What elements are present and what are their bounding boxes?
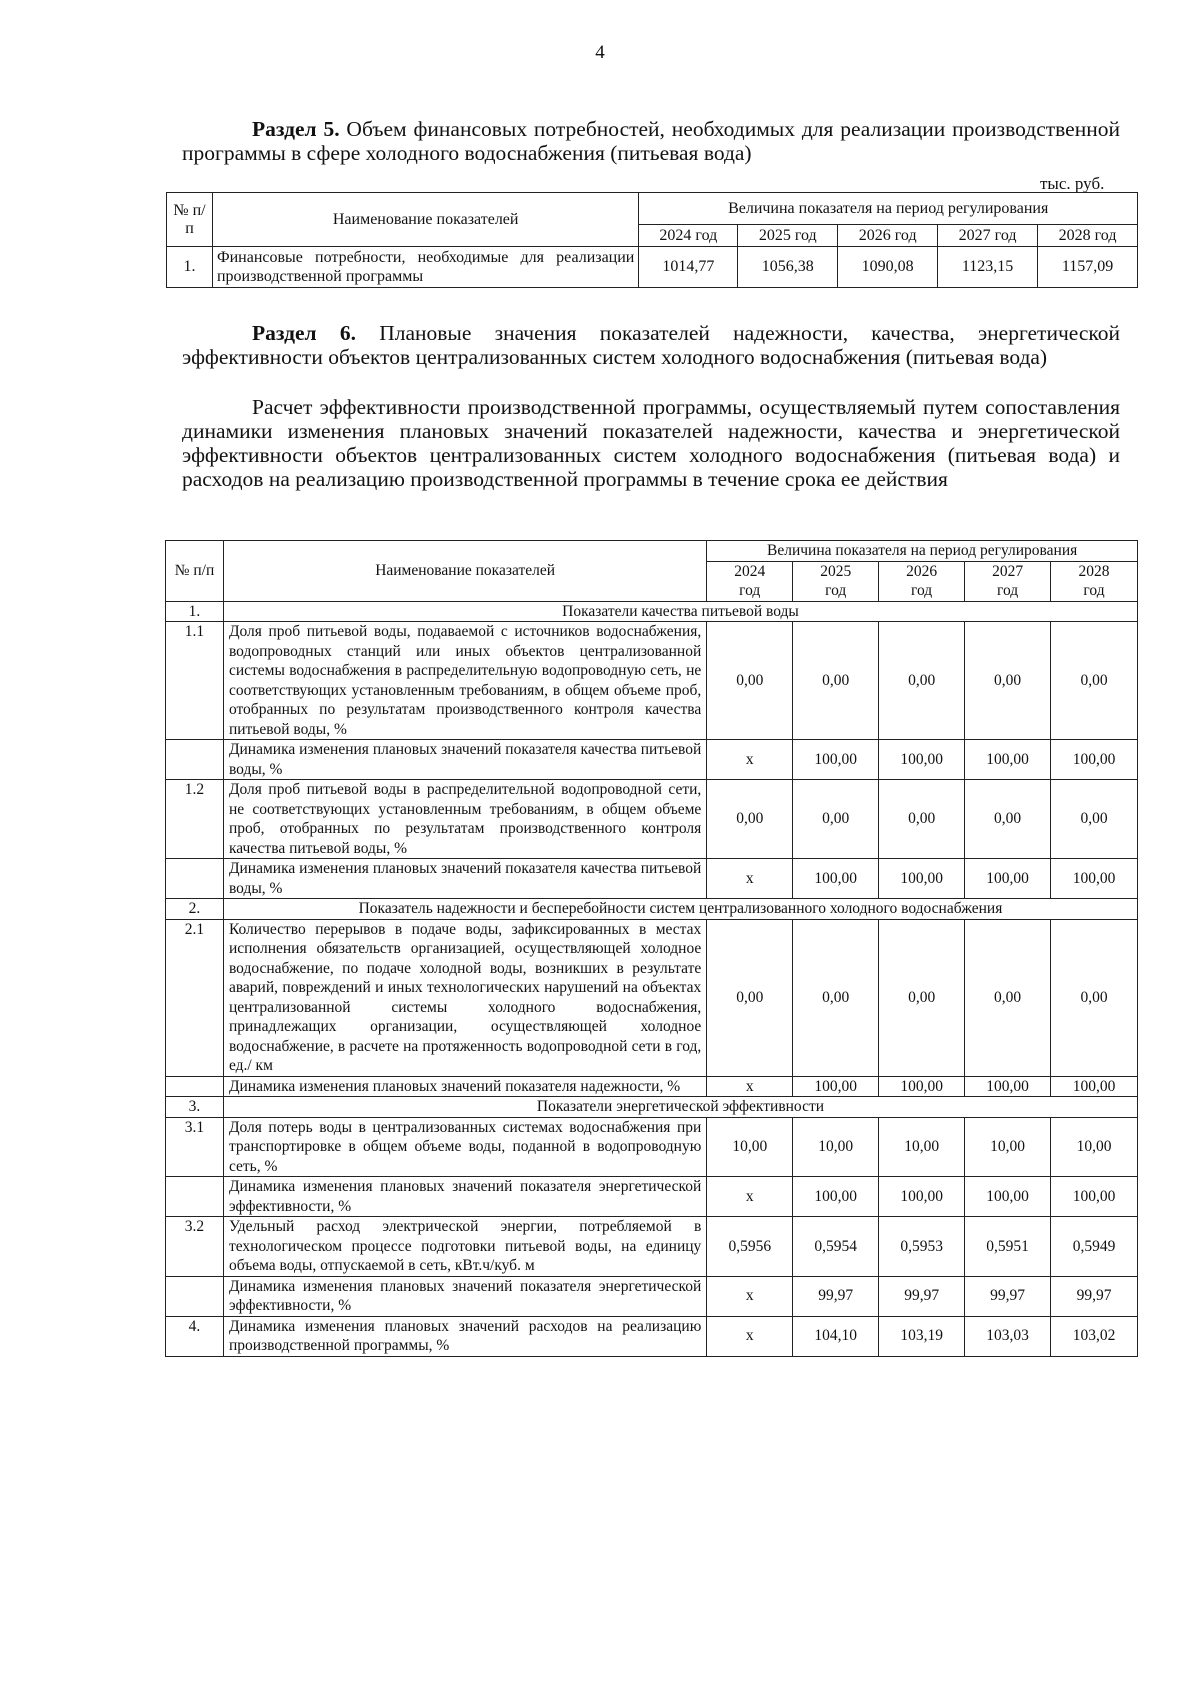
- section5-label: Раздел 5.: [252, 117, 340, 141]
- row-name: Доля проб питьевой воды в распределительной водопроводной сети, не соответствующих установленным требованиям, в общем объеме проб, отобранных по результатам производственного контроля качества питьевой воды, %: [223, 780, 706, 859]
- section-title: Показатели качества питьевой воды: [223, 601, 1137, 622]
- row-value: 100,00: [793, 740, 879, 780]
- row-num: [166, 859, 224, 899]
- indicators-table: [165, 540, 1138, 1357]
- row-value: 10,00: [793, 1117, 879, 1177]
- section-row: [166, 1097, 1138, 1118]
- row-value: 0,00: [793, 919, 879, 1076]
- t2-year-unit: год: [1083, 582, 1105, 599]
- row-num: 2.: [166, 899, 224, 920]
- table-row: [166, 1316, 1138, 1356]
- t2-header-name: Наименование показателей: [223, 541, 706, 602]
- row-name: Динамика изменения плановых значений показателя энергетической эффективности, %: [223, 1276, 706, 1316]
- table-row: [166, 1276, 1138, 1316]
- row-value: 100,00: [879, 1177, 965, 1217]
- row-value: 99,97: [965, 1276, 1051, 1316]
- section6-heading: [182, 321, 1120, 369]
- t2-year-number: 2025: [820, 562, 852, 580]
- row-value: 0,00: [707, 919, 793, 1076]
- t1-year: 2025 год: [738, 225, 838, 247]
- row-name: Динамика изменения плановых значений показателя качества питьевой воды, %: [223, 859, 706, 899]
- section6-paragraph: Расчет эффективности производственной программы, осуществляемый путем сопоставления динамики изменения плановых значений показателей надежности, качества и энергетической эффективности объектов централизованных систем холодного водоснабжения (питьевая вода) и расходов на реализацию производственной программы в течение срока ее действия: [182, 395, 1120, 491]
- t1-value: 1014,77: [639, 247, 738, 288]
- row-value: 0,00: [965, 780, 1051, 859]
- t1-year: 2028 год: [1038, 225, 1138, 247]
- t1-value: 1056,38: [738, 247, 838, 288]
- row-value: 0,00: [793, 780, 879, 859]
- row-name: Доля потерь воды в централизованных системах водоснабжения при транспортировке в общем объеме воды, поданной в водопроводную сеть, %: [223, 1117, 706, 1177]
- t2-year-number: 2024: [734, 562, 766, 580]
- table-row: [166, 780, 1138, 859]
- row-value: х: [707, 1316, 793, 1356]
- t2-year: [793, 561, 879, 601]
- section-title: Показатели энергетической эффективности: [223, 1097, 1137, 1118]
- table-row: [166, 1117, 1138, 1177]
- row-value: х: [707, 859, 793, 899]
- row-value: 10,00: [707, 1117, 793, 1177]
- row-value: 100,00: [879, 740, 965, 780]
- t2-year-number: 2028: [1078, 562, 1110, 580]
- t1-value: 1090,08: [838, 247, 938, 288]
- t1-year: 2026 год: [838, 225, 938, 247]
- row-name: Динамика изменения плановых значений показателя энергетической эффективности, %: [223, 1177, 706, 1217]
- row-name: Количество перерывов в подаче воды, зафиксированных в местах исполнения обязательств организацией, осуществляющей холодное водоснабжение, по подаче холодной воды, возникших в результате аварий, повреждений и иных технологических нарушений на объектах централизованной системы холодного водоснабжения, принадлежащих организации, осуществляющей холодное водоснабжение, в расчете на протяженность водопроводной сети в год, ед./ км: [223, 919, 706, 1076]
- t2-header-num: № п/п: [166, 541, 224, 602]
- t1-header-name: Наименование показателей: [212, 193, 638, 247]
- t1-row-num: 1.: [167, 247, 213, 288]
- row-value: 0,5953: [879, 1217, 965, 1277]
- row-num: 1.1: [166, 622, 224, 740]
- row-num: 3.: [166, 1097, 224, 1118]
- row-name: Динамика изменения плановых значений показателя надежности, %: [223, 1076, 706, 1097]
- row-value: 0,00: [879, 919, 965, 1076]
- row-value: 0,00: [879, 780, 965, 859]
- row-num: 4.: [166, 1316, 224, 1356]
- row-value: 99,97: [879, 1276, 965, 1316]
- row-value: 100,00: [1051, 1076, 1138, 1097]
- t2-header-group: Величина показателя на период регулирования: [707, 541, 1138, 562]
- row-value: х: [707, 1177, 793, 1217]
- row-value: 100,00: [965, 1076, 1051, 1097]
- row-value: 100,00: [965, 859, 1051, 899]
- row-value: 103,19: [879, 1316, 965, 1356]
- row-value: 0,5956: [707, 1217, 793, 1277]
- row-value: 100,00: [793, 1076, 879, 1097]
- row-value: 10,00: [965, 1117, 1051, 1177]
- row-value: 0,5954: [793, 1217, 879, 1277]
- section6-title: Плановые значения показателей надежности, качества, энергетической эффективности объектов централизованных систем холодного водоснабжения (питьевая вода): [182, 321, 1120, 369]
- row-value: 100,00: [1051, 1177, 1138, 1217]
- t1-year: 2024 год: [639, 225, 738, 247]
- section5-title: Объем финансовых потребностей, необходимых для реализации производственной программы в сфере холодного водоснабжения (питьевая вода): [182, 117, 1120, 165]
- row-num: [166, 1177, 224, 1217]
- row-value: 100,00: [965, 1177, 1051, 1217]
- table-row: [166, 740, 1138, 780]
- row-value: 100,00: [879, 859, 965, 899]
- row-value: х: [707, 1076, 793, 1097]
- row-value: 103,03: [965, 1316, 1051, 1356]
- section6-label: Раздел 6.: [252, 321, 356, 345]
- row-num: [166, 1276, 224, 1316]
- row-value: 100,00: [1051, 740, 1138, 780]
- row-name: Динамика изменения плановых значений расходов на реализацию производственной программы, %: [223, 1316, 706, 1356]
- row-value: 103,02: [1051, 1316, 1138, 1356]
- row-value: 99,97: [1051, 1276, 1138, 1316]
- row-num: 3.1: [166, 1117, 224, 1177]
- financial-needs-table: [166, 192, 1138, 288]
- row-name: Удельный расход электрической энергии, потребляемой в технологическом процессе подготовки питьевой воды, на единицу объема воды, отпускаемой в сеть, кВт.ч/куб. м: [223, 1217, 706, 1277]
- table-row: [166, 1076, 1138, 1097]
- row-value: 0,00: [965, 919, 1051, 1076]
- t2-year-unit: год: [739, 582, 761, 599]
- row-value: 10,00: [879, 1117, 965, 1177]
- row-value: х: [707, 1276, 793, 1316]
- row-name: Динамика изменения плановых значений показателя качества питьевой воды, %: [223, 740, 706, 780]
- t2-year: [965, 561, 1051, 601]
- t1-row-name: Финансовые потребности, необходимые для реализации производственной программы: [212, 247, 638, 288]
- table-row: [166, 919, 1138, 1076]
- t2-year: [879, 561, 965, 601]
- row-value: 0,5949: [1051, 1217, 1138, 1277]
- row-value: 0,00: [707, 780, 793, 859]
- row-num: 1.: [166, 601, 224, 622]
- row-value: х: [707, 740, 793, 780]
- row-value: 0,00: [965, 622, 1051, 740]
- t2-year-number: 2027: [992, 562, 1024, 580]
- row-value: 0,5951: [965, 1217, 1051, 1277]
- row-value: 100,00: [965, 740, 1051, 780]
- row-value: 10,00: [1051, 1117, 1138, 1177]
- table-row: [167, 247, 1138, 288]
- row-value: 99,97: [793, 1276, 879, 1316]
- row-value: 0,00: [793, 622, 879, 740]
- section-row: [166, 899, 1138, 920]
- row-num: [166, 740, 224, 780]
- table-row: [166, 1177, 1138, 1217]
- t1-header-num: № п/п: [167, 193, 213, 247]
- row-name: Доля проб питьевой воды, подаваемой с источников водоснабжения, водопроводных станций или иных объектов централизованной системы водоснабжения в распределительную водопроводную сеть, не соответствующих установленным требованиям, в общем объеме проб, отобранных по результатам производственного контроля качества питьевой воды, %: [223, 622, 706, 740]
- row-value: 100,00: [793, 1177, 879, 1217]
- row-num: 1.2: [166, 780, 224, 859]
- section-title: Показатель надежности и бесперебойности систем централизованного холодного водоснабжения: [223, 899, 1137, 920]
- t1-year: 2027 год: [938, 225, 1038, 247]
- row-value: 0,00: [1051, 780, 1138, 859]
- table-row: [166, 1217, 1138, 1277]
- t2-year-unit: год: [996, 582, 1019, 599]
- row-num: 2.1: [166, 919, 224, 1076]
- t1-header-group: Величина показателя на период регулирования: [639, 193, 1138, 225]
- row-value: 0,00: [1051, 919, 1138, 1076]
- row-value: 100,00: [1051, 859, 1138, 899]
- section-row: [166, 601, 1138, 622]
- row-num: 3.2: [166, 1217, 224, 1277]
- table-row: [166, 622, 1138, 740]
- row-value: 100,00: [793, 859, 879, 899]
- section5-heading: [182, 117, 1120, 165]
- t2-year: [707, 561, 793, 601]
- page-number: 4: [595, 42, 605, 63]
- t2-year-number: 2026: [906, 562, 938, 580]
- t2-year-unit: год: [911, 582, 933, 599]
- section5-unit: тыс. руб.: [1040, 174, 1105, 193]
- row-num: [166, 1076, 224, 1097]
- t1-value: 1157,09: [1038, 247, 1138, 288]
- row-value: 0,00: [879, 622, 965, 740]
- row-value: 0,00: [1051, 622, 1138, 740]
- row-value: 100,00: [879, 1076, 965, 1097]
- row-value: 0,00: [707, 622, 793, 740]
- table-row: [166, 859, 1138, 899]
- t2-year: [1051, 561, 1138, 601]
- row-value: 104,10: [793, 1316, 879, 1356]
- t1-value: 1123,15: [938, 247, 1038, 288]
- t2-year-unit: год: [825, 582, 847, 599]
